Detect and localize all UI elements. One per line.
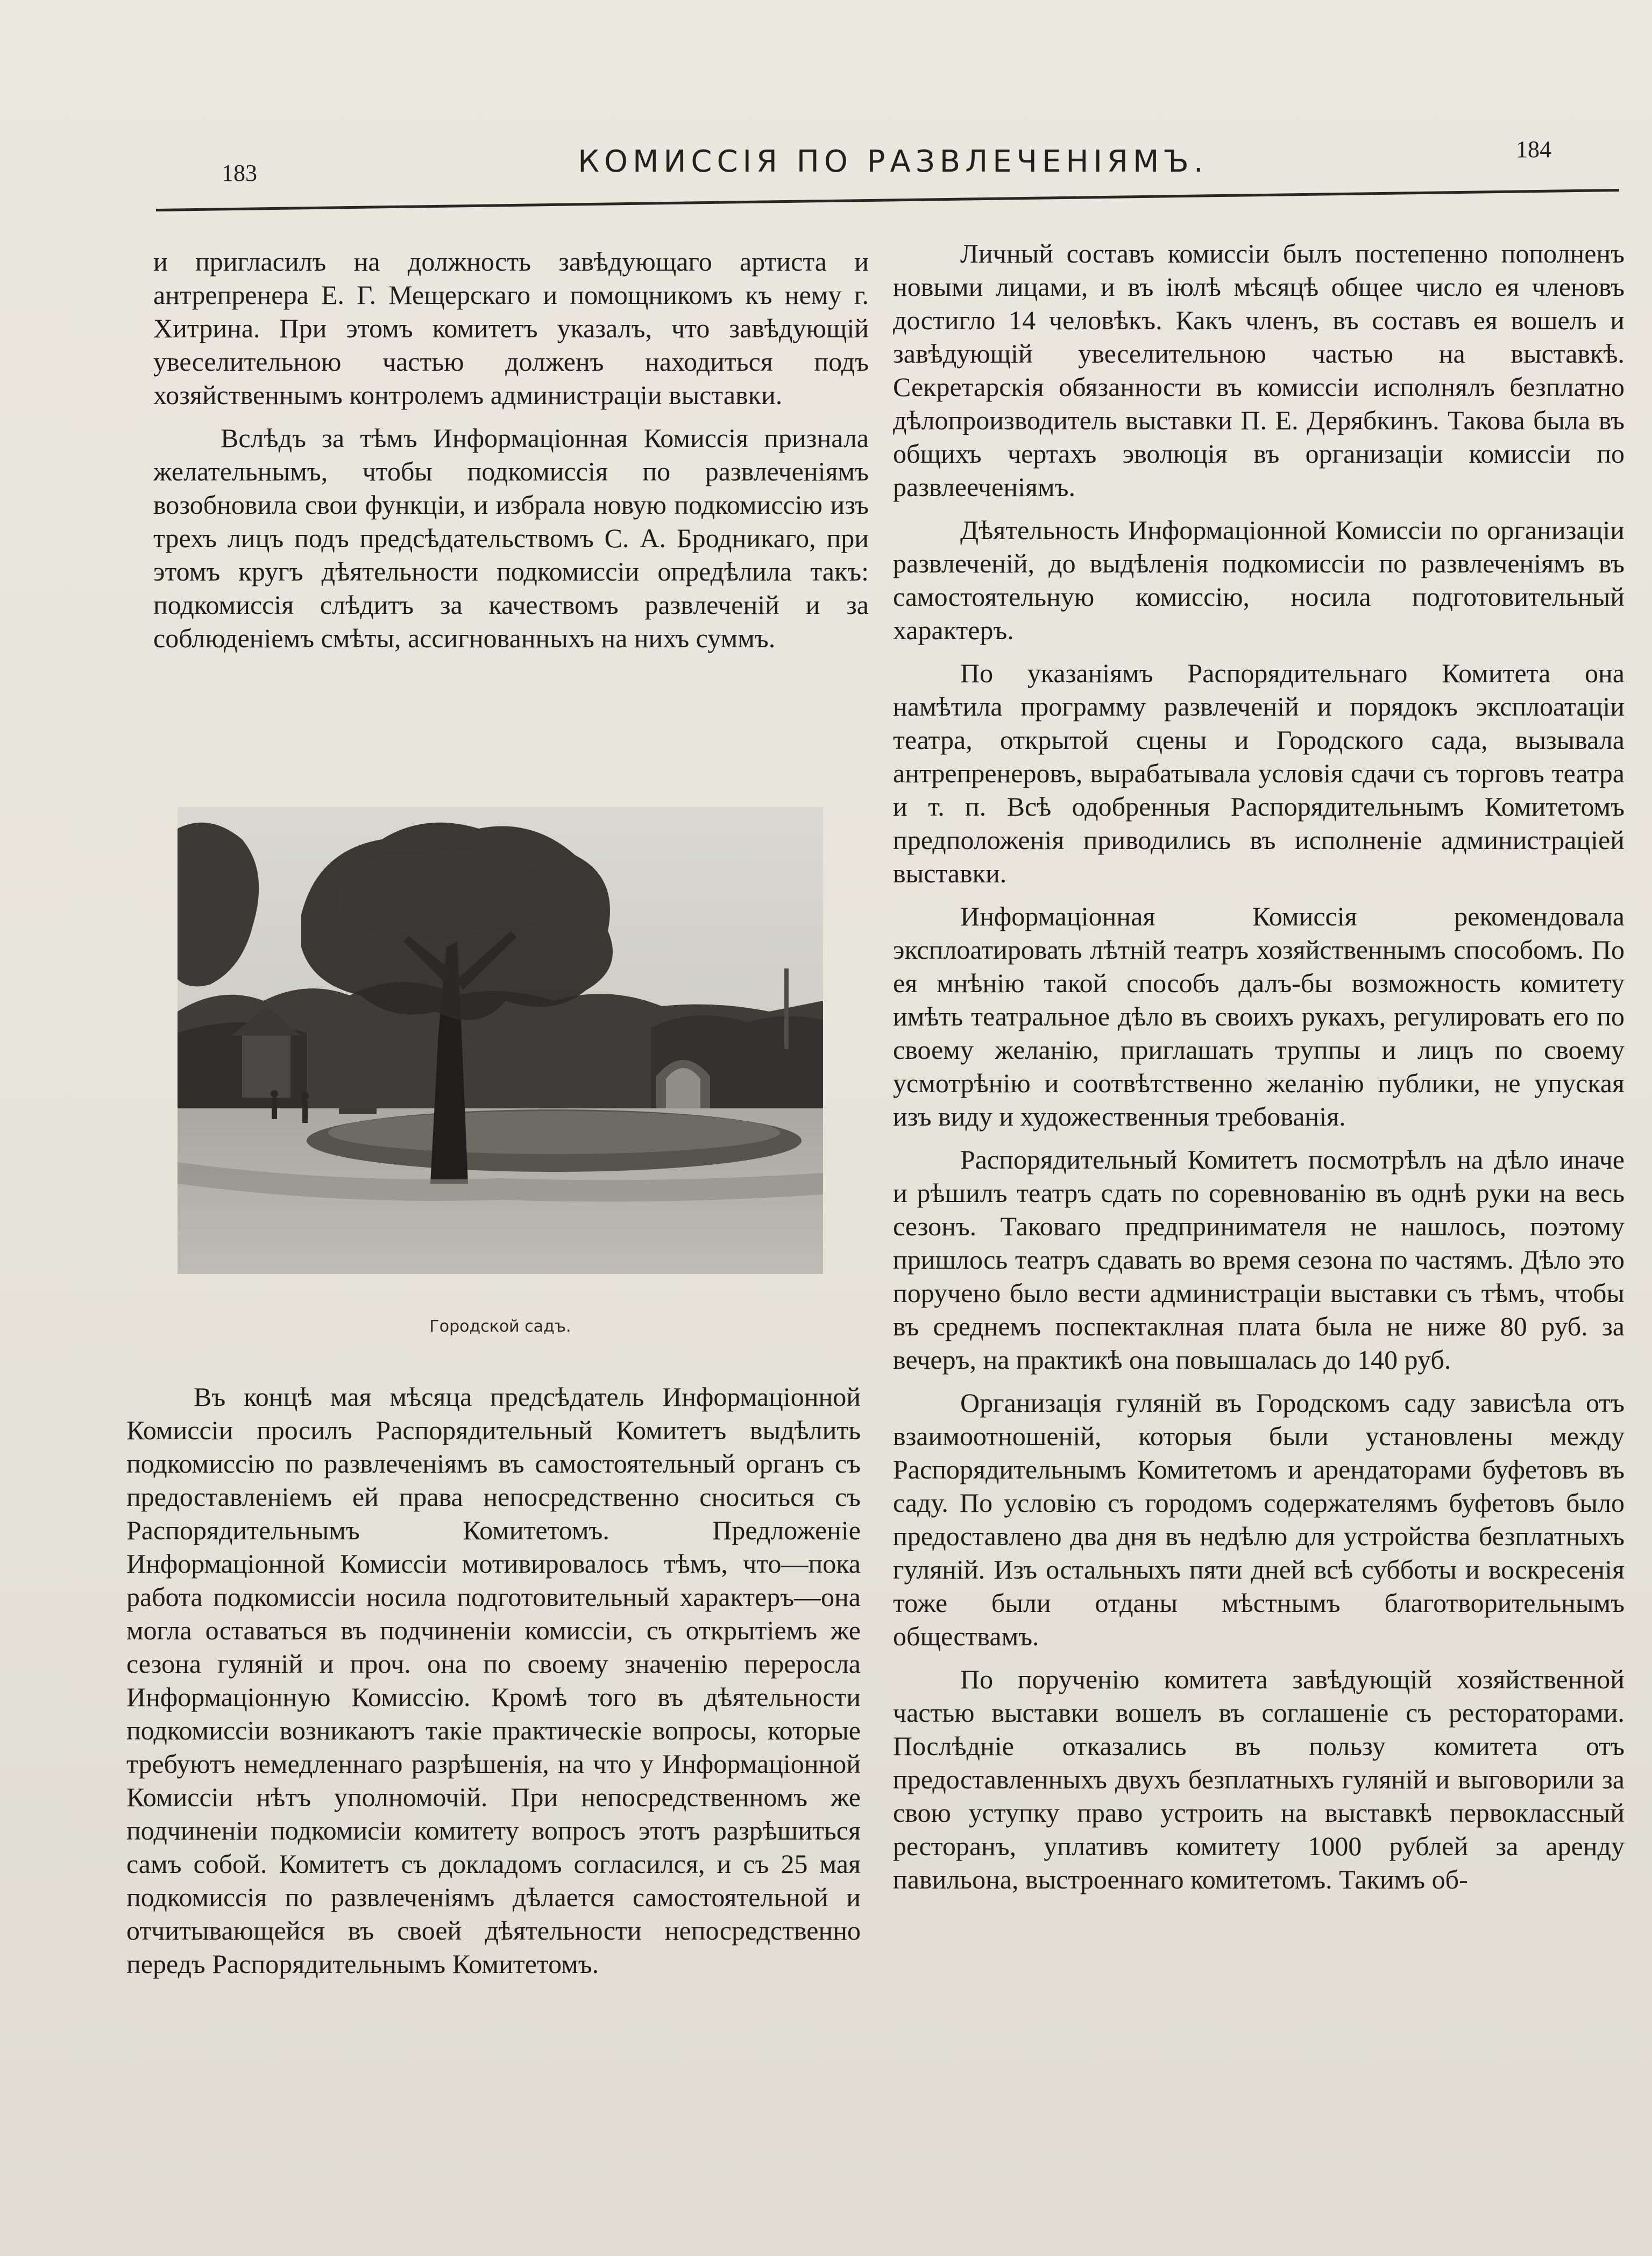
header-rule	[156, 189, 1619, 211]
paragraph: Вслѣдъ за тѣмъ Информаціонная Комиссія признала желательнымъ, чтобы подкомиссія по развлеченіямъ возобновила свои функціи, и избрала новую подкомиссію изъ трехъ лицъ подъ предсѣдательствомъ С. А. Бродникаго, при этомъ кругъ дѣятельности подкомиссіи опредѣлила такъ: подкомиссія слѣдитъ за качествомъ развлеченій и за соблюденіемъ смѣты, ассигнованныхъ на нихъ суммъ.	[153, 423, 869, 653]
running-title: КОМИССІЯ ПО РАЗВЛЕЧЕНІЯМЪ.	[578, 144, 1208, 179]
paragraph: Организація гуляній въ Городскомъ саду зависѣла отъ взаимоотношеній, которыя были установлены между Распорядительнымъ Комитетомъ и арендаторами буфетовъ въ саду. По условію съ городомъ содержателямъ буфетовъ было предоставлено два дня въ недѣлю для устройства безплатныхъ гуляній. Изъ остальныхъ пяти дней всѣ субботы и воскресенія тоже были отданы мѣстнымъ благотворительнымъ обществамъ.	[893, 1388, 1625, 1651]
right-column	[893, 237, 1625, 1906]
left-column-top	[153, 245, 869, 664]
paragraph: По порученію комитета завѣдующій хозяйственной частью выставки вошелъ въ соглашеніе съ рестораторами. Послѣдніе отказались въ пользу комитета отъ предоставленныхъ двухъ безплатныхъ гуляній и выговорили за свою уступку право устроить на выставкѣ первоклассный ресторанъ, уплативъ комитету 1000 рублей за аренду павильона, выстроеннаго комитетомъ. Такимъ об-	[893, 1664, 1625, 1894]
paragraph: По указаніямъ Распорядительнаго Комитета она намѣтила программу развлеченій и порядокъ эксплоатаціи театра, открытой сцены и Городского сада, вызывала антрепренеровъ, вырабатывала условія сдачи съ торговъ театра и т. п. Всѣ одобренныя Распорядительнымъ Комитетомъ предположенія приводились въ исполненіе администраціей выставки.	[893, 658, 1625, 888]
page-number-right: 184	[1516, 136, 1551, 162]
paragraph: Въ концѣ мая мѣсяца предсѣдатель Информаціонной Комиссіи просилъ Распорядительный Комитетъ выдѣлить подкомиссію по развлеченіямъ въ самостоятельный органъ съ предоставленіемъ ей права непосредственно сноситься съ Распорядительнымъ Комитетомъ. Предложеніе Информаціонной Комиссіи мотивировалось тѣмъ, что—пока работа подкомиссіи носила подготовительный характеръ—она могла оставаться въ подчиненіи комиссіи, съ открытіемъ же сезона гуляній и проч. она по своему значенію переросла Информаціонную Комиссію. Кромѣ того въ дѣятельности подкомиссіи возникаютъ такіе практическіе вопросы, которые требуютъ немедленнаго разрѣшенія, на что у Информаціонной Комиссіи нѣтъ уполномочій. При непосредственномъ же подчиненіи подкомисіи комитету вопросъ этотъ разрѣшиться самъ собой. Комитетъ съ докладомъ согласился, и съ 25 мая подкомиссія по развлеченіямъ дѣлается самостоятельной и отчитывающейся въ своей дѣятельности непосредственно передъ Распорядительнымъ Комитетомъ.	[126, 1382, 861, 1979]
paragraph: Информаціонная Комиссія рекомендовала эксплоатировать лѣтній театръ хозяйственнымъ способомъ. По ея мнѣнію такой способъ далъ-бы возможность комитету имѣть театральное дѣло въ своихъ рукахъ, регулировать его по своему желанію, приглашать труппы и лицъ по своему усмотрѣнію и соотвѣтственно желанію публики, не упуская изъ виду и художественныя требованія.	[893, 901, 1625, 1131]
paragraph: и пригласилъ на должность завѣдующаго артиста и антрепренера Е. Г. Мещерскаго и помощникомъ къ нему г. Хитрина. При этомъ комитетъ указалъ, что завѣдующій увеселительною частью долженъ находиться подъ хозяйственнымъ контролемъ администраціи выставки.	[153, 246, 869, 410]
paragraph: Дѣятельность Информаціонной Комиссіи по организаціи развлеченій, до выдѣленія подкомиссіи по развлеченіямъ въ самостоятельную комиссію, носила подготовительный характеръ.	[893, 515, 1625, 645]
page-number-left: 183	[222, 160, 257, 186]
figure-caption: Городской садъ.	[429, 1317, 571, 1336]
paragraph: Распорядительный Комитетъ посмотрѣлъ на дѣло иначе и рѣшилъ театръ сдать по соревнованію въ однѣ руки на весь сезонъ. Таковаго предпринимателя не нашлось, поэтому пришлось театръ сдавать во время сезона по частямъ. Дѣло это поручено было вести администраціи выставки съ тѣмъ, чтобы въ среднемъ поспектаклная плата была не ниже 80 руб. за вечеръ, на практикѣ она повышалась до 140 руб.	[893, 1144, 1625, 1375]
garden-photo	[178, 807, 823, 1274]
paragraph: Личный составъ комиссіи былъ постепенно пополненъ новыми лицами, и въ іюлѣ мѣсяцѣ общее число ея членовъ достигло 14 человѣкъ. Какъ членъ, въ составъ ея вошелъ и завѣдующій увеселительною частью на выставкѣ. Секретарскія обязанности въ комиссіи исполнялъ безплатно дѣлопроизводитель выставки П. Е. Дерябкинъ. Такова была въ общихъ чертахъ эволюція въ организаціи комиссіи по развлееченіямъ.	[893, 238, 1625, 502]
left-column-bottom	[126, 1380, 861, 1990]
